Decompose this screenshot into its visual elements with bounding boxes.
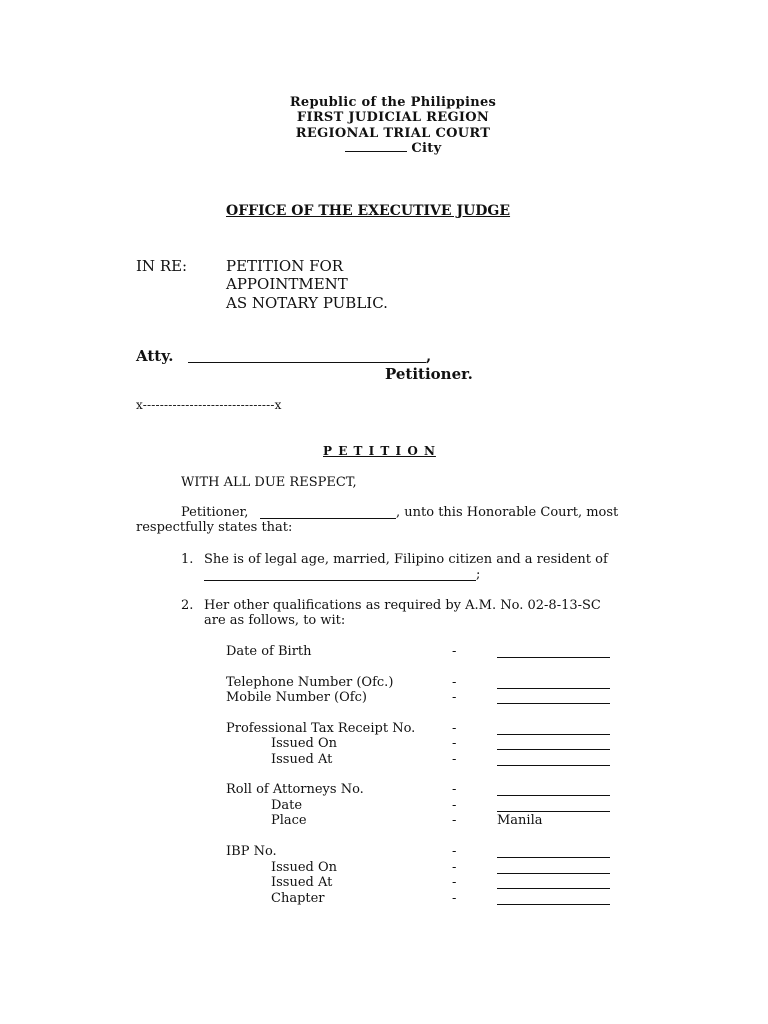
qualification-blank-line <box>497 765 610 766</box>
qualification-dash: - <box>452 875 457 890</box>
qualification-blank-line <box>497 734 610 735</box>
intro-start: Petitioner, <box>181 505 249 520</box>
qualification-label: Date <box>271 798 303 813</box>
header-city <box>0 141 768 156</box>
in-re-line1: PETITION FOR <box>226 257 344 275</box>
office-title: OFFICE OF THE EXECUTIVE JUDGE <box>226 203 511 219</box>
qualification-label: Issued On <box>271 736 338 751</box>
header-region: FIRST JUDICIAL REGION <box>296 110 490 125</box>
qualification-blank-line <box>497 795 610 796</box>
header-republic: Republic of the Philippines <box>289 95 497 110</box>
qualification-blank-line <box>497 904 610 905</box>
qualification-label: Professional Tax Receipt No. <box>226 721 416 736</box>
intro-rest: , unto this Honorable Court, most <box>396 505 619 520</box>
qualification-label: Roll of Attorneys No. <box>226 782 364 797</box>
atty-label: Atty. <box>136 347 174 365</box>
qualification-label: Mobile Number (Ofc) <box>226 690 367 705</box>
qualification-blank-line <box>497 888 610 889</box>
header-court: REGIONAL TRIAL COURT <box>295 126 491 141</box>
petitioner-name-line <box>260 518 396 519</box>
qualification-dash: - <box>452 798 457 813</box>
qualification-dash: - <box>452 675 457 690</box>
qualification-label: IBP No. <box>226 844 277 859</box>
item-1-number: 1. <box>181 552 194 567</box>
item-1-text: She is of legal age, married, Filipino citizen and a resident of <box>204 552 608 567</box>
in-re-line2: APPOINTMENT <box>226 275 348 293</box>
qualification-label: Date of Birth <box>226 644 312 659</box>
residence-line <box>204 580 476 581</box>
qualification-label: Issued On <box>271 860 338 875</box>
qualification-value: Manila <box>497 813 543 828</box>
qualification-blank-line <box>497 703 610 704</box>
item-1-end: ; <box>476 567 481 582</box>
qualification-blank-line <box>497 811 610 812</box>
qualification-label: Chapter <box>271 891 325 906</box>
item-2-number: 2. <box>181 598 194 613</box>
qualification-dash: - <box>452 690 457 705</box>
qualification-blank-line <box>497 688 610 689</box>
petitioner-role: Petitioner. <box>385 365 473 383</box>
qualification-label: Issued At <box>271 752 333 767</box>
qualification-dash: - <box>452 736 457 751</box>
qualification-dash: - <box>452 844 457 859</box>
salutation: WITH ALL DUE RESPECT, <box>181 475 357 490</box>
qualification-blank-line <box>497 657 610 658</box>
qualification-dash: - <box>452 891 457 906</box>
in-re-line3: AS NOTARY PUBLIC. <box>226 294 388 312</box>
qualification-dash: - <box>452 644 457 659</box>
qualification-label: Telephone Number (Ofc.) <box>226 675 394 690</box>
atty-name-line <box>188 362 426 363</box>
atty-comma: , <box>426 347 432 365</box>
city-blank <box>345 141 407 152</box>
in-re-label: IN RE: <box>136 257 188 275</box>
qualification-dash: - <box>452 752 457 767</box>
qualification-blank-line <box>497 873 610 874</box>
qualification-dash: - <box>452 813 457 828</box>
petition-title: P E T I T I O N <box>323 444 436 458</box>
qualification-blank-line <box>497 857 610 858</box>
qualification-dash: - <box>452 860 457 875</box>
city-label: City <box>411 141 442 156</box>
qualification-blank-line <box>497 749 610 750</box>
separator: x-------------------------------x <box>136 398 282 412</box>
qualification-label: Place <box>271 813 307 828</box>
qualification-dash: - <box>452 782 457 797</box>
qualification-dash: - <box>452 721 457 736</box>
qualification-label: Issued At <box>271 875 333 890</box>
intro-line2: respectfully states that: <box>136 520 293 535</box>
item-2-text: Her other qualifications as required by A.M. No. 02-8-13-SC <box>204 598 601 613</box>
item-2-text-line2: are as follows, to wit: <box>204 613 346 628</box>
